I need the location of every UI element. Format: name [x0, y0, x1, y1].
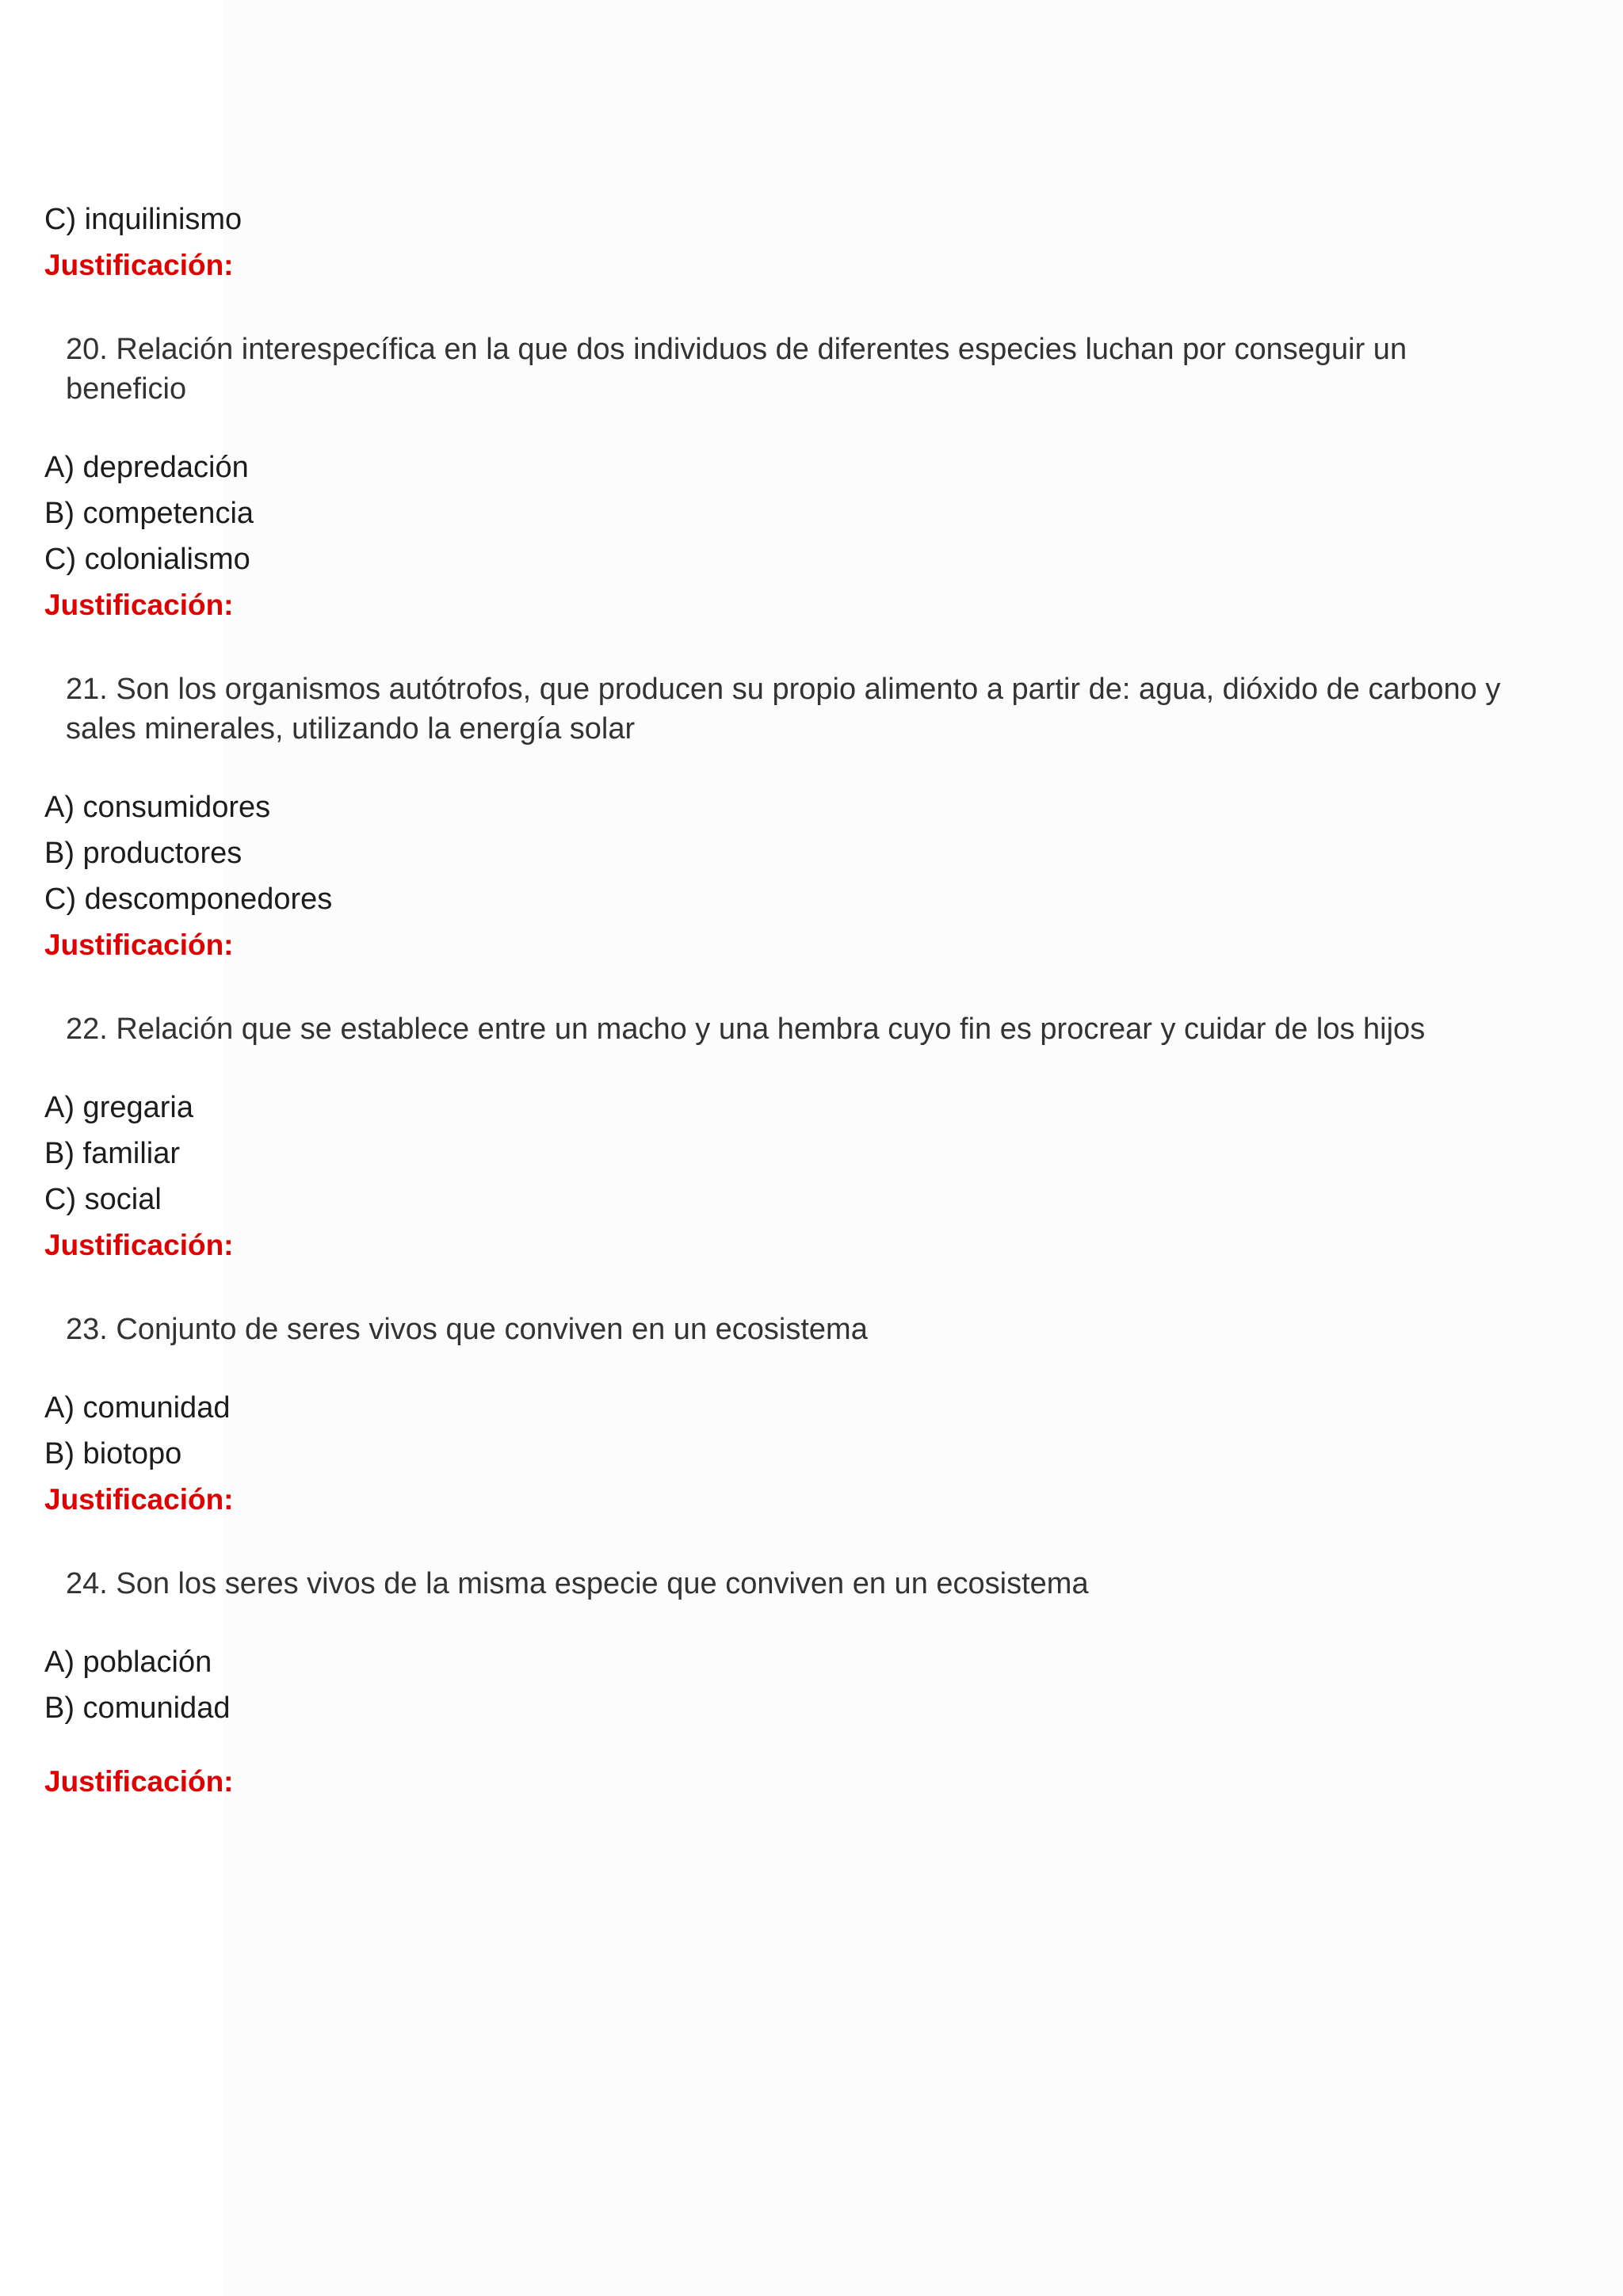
question-20-option-b: B) competencia: [44, 497, 254, 530]
question-20-line-1: 20. Relación interespecífica en la que dos individuos de diferentes especies luchan por conseguir un: [66, 333, 1407, 366]
justification-label-19: Justificación:: [44, 249, 234, 281]
question-24-option-b: B) comunidad: [44, 1691, 231, 1725]
option-prev-c: C) inquilinismo: [44, 203, 242, 236]
justification-label-24: Justificación:: [44, 1765, 234, 1798]
question-20-line-2: beneficio: [66, 372, 187, 406]
justification-label-22: Justificación:: [44, 1229, 234, 1261]
question-21-option-a: A) consumidores: [44, 791, 271, 824]
question-23-option-b: B) biotopo: [44, 1437, 182, 1470]
question-21-line-2: sales minerales, utilizando la energía solar: [66, 712, 636, 746]
justification-label-21: Justificación:: [44, 929, 234, 961]
question-23-option-a: A) comunidad: [44, 1391, 231, 1425]
justification-label-20: Justificación:: [44, 589, 234, 621]
question-21-line-1: 21. Son los organismos autótrofos, que producen su propio alimento a partir de: agua, dióxido de carbono y: [66, 673, 1501, 706]
question-22-line-1: 22. Relación que se establece entre un macho y una hembra cuyo fin es procrear y cuidar de los hijos: [66, 1013, 1426, 1046]
question-21-option-c: C) descomponedores: [44, 883, 333, 916]
question-20-option-a: A) depredación: [44, 451, 249, 484]
question-21-option-b: B) productores: [44, 837, 242, 870]
question-24-line-1: 24. Son los seres vivos de la misma especie que conviven en un ecosistema: [66, 1567, 1089, 1600]
question-22-option-b: B) familiar: [44, 1137, 181, 1170]
question-23-line-1: 23. Conjunto de seres vivos que conviven en un ecosistema: [66, 1313, 868, 1346]
question-22-option-c: C) social: [44, 1183, 162, 1216]
question-20-option-c: C) colonialismo: [44, 543, 250, 576]
justification-label-23: Justificación:: [44, 1483, 234, 1516]
question-24-option-a: A) población: [44, 1646, 212, 1679]
question-22-option-a: A) gregaria: [44, 1091, 193, 1124]
